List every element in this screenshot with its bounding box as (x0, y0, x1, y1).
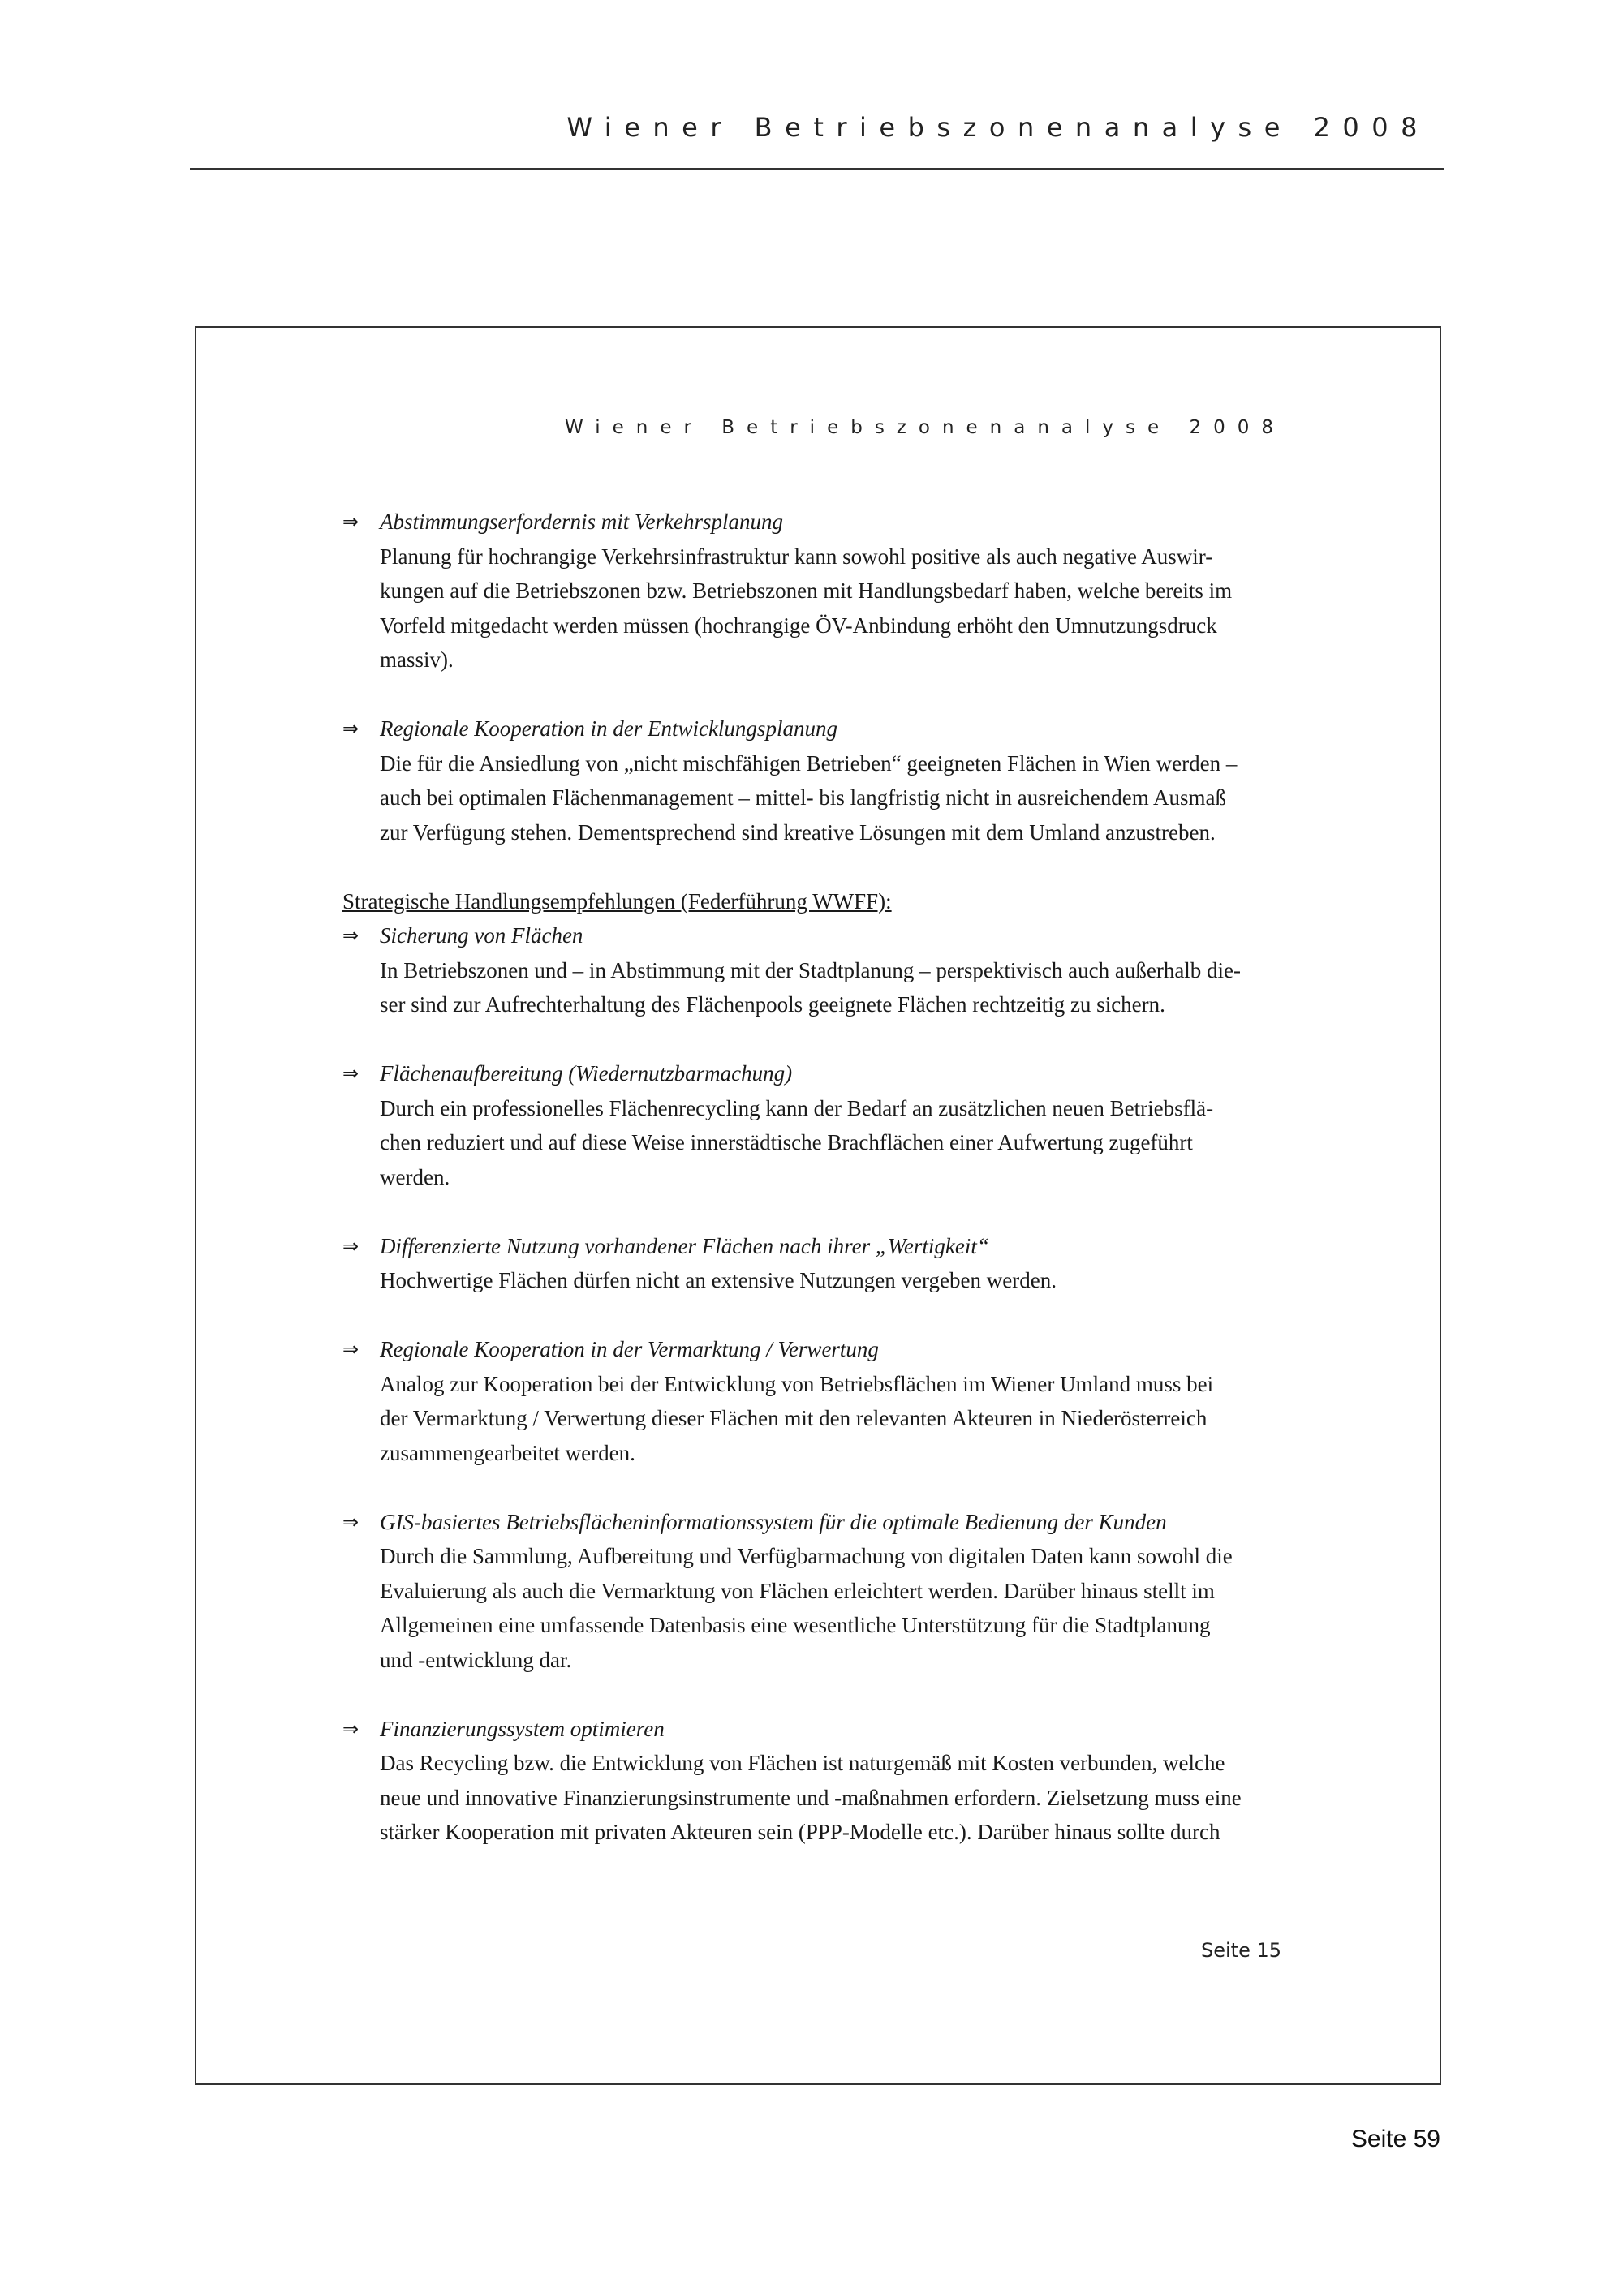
arrow-icon: ⇒ (342, 1510, 359, 1533)
arrow-icon: ⇒ (342, 510, 359, 533)
block-title: Sicherung von Flächen (380, 923, 583, 948)
text-line: Die für die Ansiedlung von „nicht mischfähigen Betrieben“ geeigneten Flächen in Wien werden – (380, 750, 1238, 776)
embedded-page-number: Seite 15 (1200, 1939, 1281, 1962)
page-number: Seite 59 (1350, 2126, 1440, 2152)
arrow-icon: ⇒ (342, 1234, 359, 1258)
recommendation-block (342, 1229, 1308, 1298)
block-title: GIS-basiertes Betriebsflächeninformationssystem für die optimale Bedienung der Kunden (380, 1509, 1167, 1534)
text-line: massiv). (380, 647, 454, 672)
block-heading (342, 1712, 1308, 1747)
block-body (342, 1367, 1308, 1471)
text-line: Durch ein professionelles Flächenrecycling kann der Bedarf an zusätzlichen neuen Betriebsflä- (380, 1095, 1214, 1120)
text-line: kungen auf die Betriebszonen bzw. Betriebszonen mit Handlungsbedarf haben, welche bereits im (380, 578, 1233, 603)
text-line: Vorfeld mitgedacht werden müssen (hochrangige ÖV-Anbindung erhöht den Umnutzungsdruck (380, 613, 1217, 638)
block-body (342, 1539, 1308, 1677)
block-heading (342, 712, 1308, 746)
text-line: auch bei optimalen Flächenmanagement – mittel- bis langfristig nicht in ausreichendem Ausmaß (380, 785, 1226, 810)
recommendation-block (342, 918, 1308, 1022)
section-heading: Strategische Handlungsempfehlungen (Federführung WWFF): (342, 888, 892, 914)
block-heading (342, 1332, 1308, 1367)
text-line: Durch die Sammlung, Aufbereitung und Verfügbarmachung von digitalen Daten kann sowohl die (380, 1544, 1233, 1568)
header-divider (190, 168, 1444, 170)
arrow-icon: ⇒ (342, 717, 359, 740)
block-title: Regionale Kooperation in der Entwicklungsplanung (380, 716, 837, 741)
recommendation-block (342, 1332, 1308, 1470)
arrow-icon: ⇒ (342, 924, 359, 947)
recommendation-block (342, 1505, 1308, 1678)
block-heading (342, 918, 1308, 953)
embedded-page-frame (195, 326, 1441, 2085)
block-heading (342, 1229, 1308, 1264)
embedded-page-header: Wiener Betriebszonenanalyse 2008 (565, 417, 1285, 438)
recommendation-block (342, 505, 1308, 677)
arrow-icon: ⇒ (342, 1717, 359, 1740)
block-body (342, 746, 1308, 850)
text-line: Das Recycling bzw. die Entwicklung von Flächen ist naturgemäß mit Kosten verbunden, welche (380, 1751, 1225, 1775)
block-body (342, 953, 1308, 1022)
text-line: Allgemeinen eine umfassende Datenbasis eine wesentliche Unterstützung für die Stadtplanung (380, 1613, 1211, 1637)
text-line: Hochwertige Flächen dürfen nicht an extensive Nutzungen vergeben werden. (380, 1268, 1057, 1292)
block-body (342, 1263, 1308, 1298)
text-line: und -entwicklung dar. (380, 1647, 572, 1672)
block-title: Finanzierungssystem optimieren (380, 1716, 665, 1741)
text-line: der Vermarktung / Verwertung dieser Flächen mit den relevanten Akteuren in Niederösterreich (380, 1406, 1208, 1430)
recommendation-block (342, 712, 1308, 849)
text-line: neue und innovative Finanzierungsinstrumente und -maßnahmen erfordern. Zielsetzung muss eine (380, 1785, 1242, 1810)
text-line: zur Verfügung stehen. Dementsprechend sind kreative Lösungen mit dem Umland anzustreben. (380, 819, 1216, 845)
text-line: In Betriebszonen und – in Abstimmung mit der Stadtplanung – perspektivisch auch außerhalb die- (380, 957, 1242, 982)
arrow-icon: ⇒ (342, 1062, 359, 1085)
text-line: werden. (380, 1164, 450, 1189)
block-body (342, 1746, 1308, 1850)
text-line: zusammengearbeitet werden. (380, 1440, 635, 1465)
block-title: Abstimmungserfordernis mit Verkehrsplanung (380, 510, 783, 534)
text-line: stärker Kooperation mit privaten Akteuren sein (PPP-Modelle etc.). Darüber hinaus sollte durch (380, 1820, 1220, 1844)
block-heading (342, 505, 1308, 540)
text-line: Planung für hochrangige Verkehrsinfrastruktur kann sowohl positive als auch negative Auswir- (380, 544, 1213, 569)
document-header: Wiener Betriebszonenanalyse 2008 (566, 112, 1430, 143)
block-heading (342, 1505, 1308, 1540)
block-body (342, 540, 1308, 677)
block-heading (342, 1056, 1308, 1091)
text-line: Evaluierung als auch die Vermarktung von Flächen erleichtert werden. Darüber hinaus stellt im (380, 1578, 1215, 1603)
text-line: ser sind zur Aufrechterhaltung des Flächenpools geeignete Flächen rechtzeitig zu sichern. (380, 992, 1165, 1017)
arrow-icon: ⇒ (342, 1338, 359, 1361)
top-blocks (342, 505, 1308, 849)
recommendation-block (342, 1712, 1308, 1850)
block-title: Flächenaufbereitung (Wiedernutzbarmachung) (380, 1061, 793, 1086)
block-body (342, 1091, 1308, 1195)
recommendation-block (342, 1056, 1308, 1194)
text-line: chen reduziert und auf diese Weise innerstädtische Brachflächen einer Aufwertung zugeführt (380, 1130, 1193, 1154)
recommendation-blocks (342, 918, 1308, 1850)
block-title: Differenzierte Nutzung vorhandener Flächen nach ihrer „Wertigkeit“ (380, 1233, 989, 1258)
embedded-page-content (342, 505, 1308, 1850)
block-title: Regionale Kooperation in der Vermarktung / Verwertung (380, 1337, 879, 1361)
text-line: Analog zur Kooperation bei der Entwicklung von Betriebsflächen im Wiener Umland muss bei (380, 1371, 1214, 1396)
